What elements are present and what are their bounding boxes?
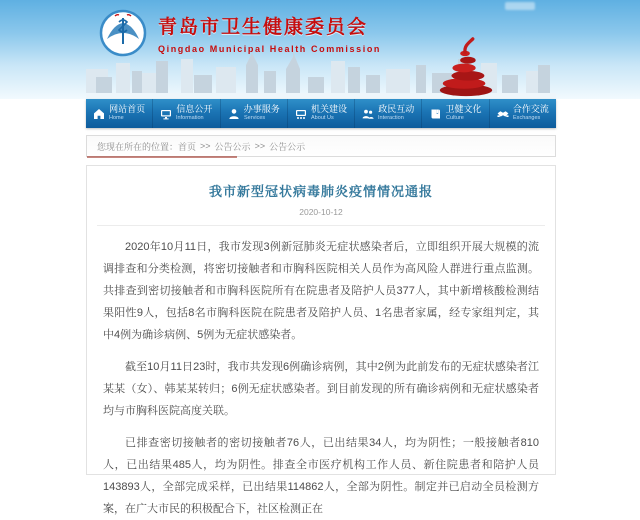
caduceus-emblem-icon [98, 8, 148, 58]
banner-inner [86, 0, 556, 99]
site-banner [0, 0, 640, 99]
site-title: 青岛市卫生健康委员会 [158, 17, 369, 38]
breadcrumb-category-link[interactable]: 公告公示 [214, 141, 251, 152]
nav-label-en: Culture [445, 115, 464, 121]
nav-label-en: Exchanges [512, 115, 541, 121]
site-titles [158, 12, 381, 54]
article-panel [86, 165, 556, 515]
nav-item-about-us[interactable] [288, 99, 355, 128]
nav-item-interaction[interactable] [355, 99, 422, 128]
book-icon [430, 108, 442, 120]
nav-label-zh: 政民互动 [378, 104, 415, 115]
breadcrumb-current: 公告公示 [269, 141, 306, 152]
title-divider [97, 225, 545, 226]
watermark [505, 2, 535, 10]
nav-label-zh: 卫健文化 [445, 104, 482, 115]
breadcrumb-separator: >> [254, 141, 266, 151]
article-paragraph-3: 已排查密切接触者的密切接触者76人，已出结果34人，均为阴性；一般接触者810人，已出结果485人，均为阴性。排查全市医疗机构工作人员、新住院患者和陪护人员143893人，全部完成采样，已出结果114862人，全部为阴性。制定并已启动全员检测方案，在广大市民的积极配合下，社区检测正在 [103, 437, 539, 515]
article-title: 我市新型冠状病毒肺炎疫情情况通报 [208, 184, 433, 199]
main-nav [86, 99, 556, 128]
breadcrumb-separator: >> [200, 141, 211, 151]
nav-label-zh: 机关建设 [310, 104, 347, 115]
nav-label-zh: 办事服务 [243, 104, 280, 115]
nav-label-en: Services [243, 115, 265, 121]
nav-label-zh: 网站首页 [109, 104, 146, 115]
site-logo [98, 8, 148, 58]
nav-label-en: About Us [310, 115, 334, 121]
may-wind-sculpture-icon [434, 36, 498, 98]
article-date: 2020-10-12 [299, 207, 343, 217]
nav-item-exchanges[interactable] [490, 99, 556, 128]
breadcrumb-underline [87, 156, 237, 158]
site-subtitle: Qingdao Municipal Health Commission [158, 44, 382, 54]
breadcrumb-home-link[interactable]: 首页 [178, 141, 197, 152]
article-body [87, 236, 555, 520]
nav-label-en: Home [109, 115, 124, 121]
nav-label-zh: 信息公开 [176, 104, 213, 115]
nav-item-culture[interactable] [422, 99, 489, 128]
nav-label-zh: 合作交流 [512, 104, 549, 115]
breadcrumb [86, 135, 556, 157]
nav-item-information[interactable] [153, 99, 220, 128]
people-icon [362, 108, 374, 120]
nav-label-en: Information [176, 115, 205, 121]
person-icon [228, 108, 240, 120]
article-paragraph-1: 2020年10月11日，我市发现3例新冠肺炎无症状感染者后，立即组织开展大规模的流调排查和分类检测，将密切接触者和市胸科医院相关人员作为高风险人群进行重点监测。共排查到密切接触者和市胸科医院所有在院患者及陪护人员377人，其中新增核酸检测结果阳性9人，包括8名市胸科医院在院患者及陪护人员、1名患者家属，经专家组判定，其中4例为确诊病例、5例为无症状感染者。 [103, 241, 539, 341]
breadcrumb-label: 您现在所在的位置： [97, 141, 179, 152]
monitor-icon [160, 108, 172, 120]
nav-item-home[interactable] [86, 99, 153, 128]
handshake-icon [497, 108, 509, 120]
nav-label-en: Interaction [378, 115, 405, 121]
building-screen-icon [295, 108, 307, 120]
article-paragraph-2: 截至10月11日23时，我市共发现6例确诊病例，其中2例为此前发布的无症状感染者江某某（女）、韩某某转归；6例无症状感染者。到目前发现的所有确诊病例和无症状感染者均与市胸科医院高度关联。 [103, 361, 539, 417]
nav-item-services[interactable] [221, 99, 288, 128]
home-icon [93, 108, 105, 120]
